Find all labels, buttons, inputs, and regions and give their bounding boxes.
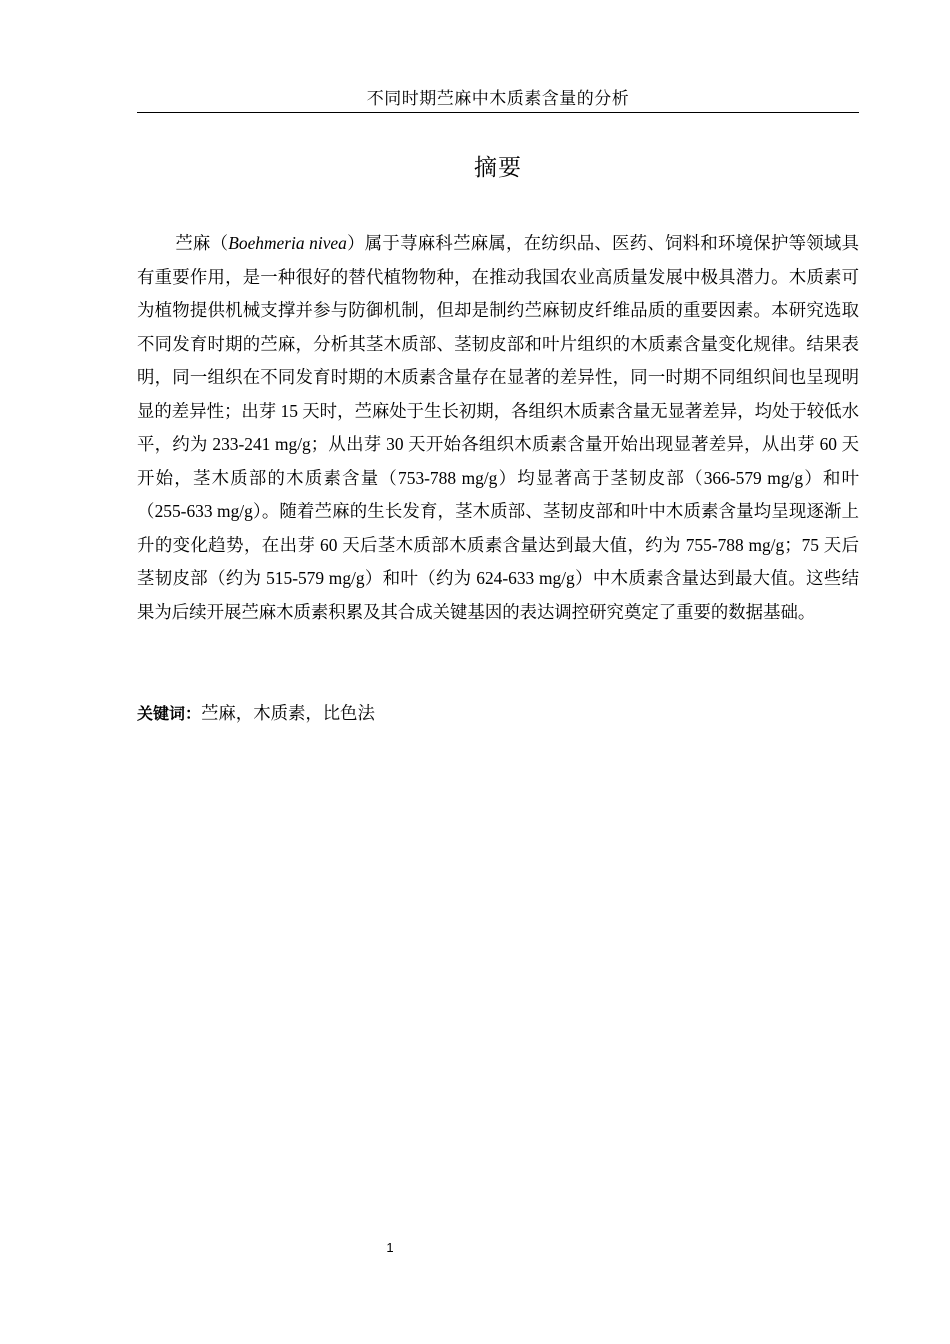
keywords-line — [137, 697, 859, 731]
keywords-label: 关键词： — [137, 704, 202, 723]
latin-species-name: Boehmeria nivea — [228, 233, 347, 253]
abstract-text-lead: 苎麻（ — [175, 233, 229, 253]
running-header-title: 不同时期苎麻中木质素含量的分析 — [366, 89, 630, 108]
keywords-values: 苎麻，木质素，比色法 — [201, 703, 375, 723]
abstract-heading: 摘要 — [474, 155, 522, 181]
abstract-text-main: ）属于荨麻科苎麻属，在纺织品、医药、饲料和环境保护等领域具有重要作用，是一种很好的替代植物物种，在推动我国农业高质量发展中极具潜力。木质素可为植物提供机械支撑并参与防御机制，但却是制约苎麻韧皮纤维品质的重要因素。本研究选取不同发育时期的苎麻，分析其茎木质部、茎韧皮部和叶片组织的木质素含量变化规律。结果表明，同一组织在不同发育时期的木质素含量存在显著的差异性，同一时期不同组织间也呈现明显的差异性；出芽 15 天时，苎麻处于生长初期，各组织木质素含量无显著差异，均处于较低水平，约为 233-241 mg/g；从出芽 30 天开始各组织木质素含量开始出现显著差异，从出芽 60 天开始，茎木质部的木质素含量（753-788 mg/g）均显著高于茎韧皮部（366-579 mg/g）和叶（255-633 mg/g）。随着苎麻的生长发育，茎木质部、茎韧皮部和叶中木质素含量均呈现逐渐上升的变化趋势，在出芽 60 天后茎木质部木质素含量达到最大值，约为 755-788 mg/g；75 天后茎韧皮部（约为 515-579 mg/g）和叶（约为 624-633 mg/g）中木质素含量达到最大值。这些结果为后续开展苎麻木质素积累及其合成关键基因的表达调控研究奠定了重要的数据基础。 — [137, 233, 859, 622]
abstract-paragraph — [137, 227, 859, 629]
header-rule — [137, 112, 859, 113]
page-number: 1 — [386, 1240, 394, 1255]
